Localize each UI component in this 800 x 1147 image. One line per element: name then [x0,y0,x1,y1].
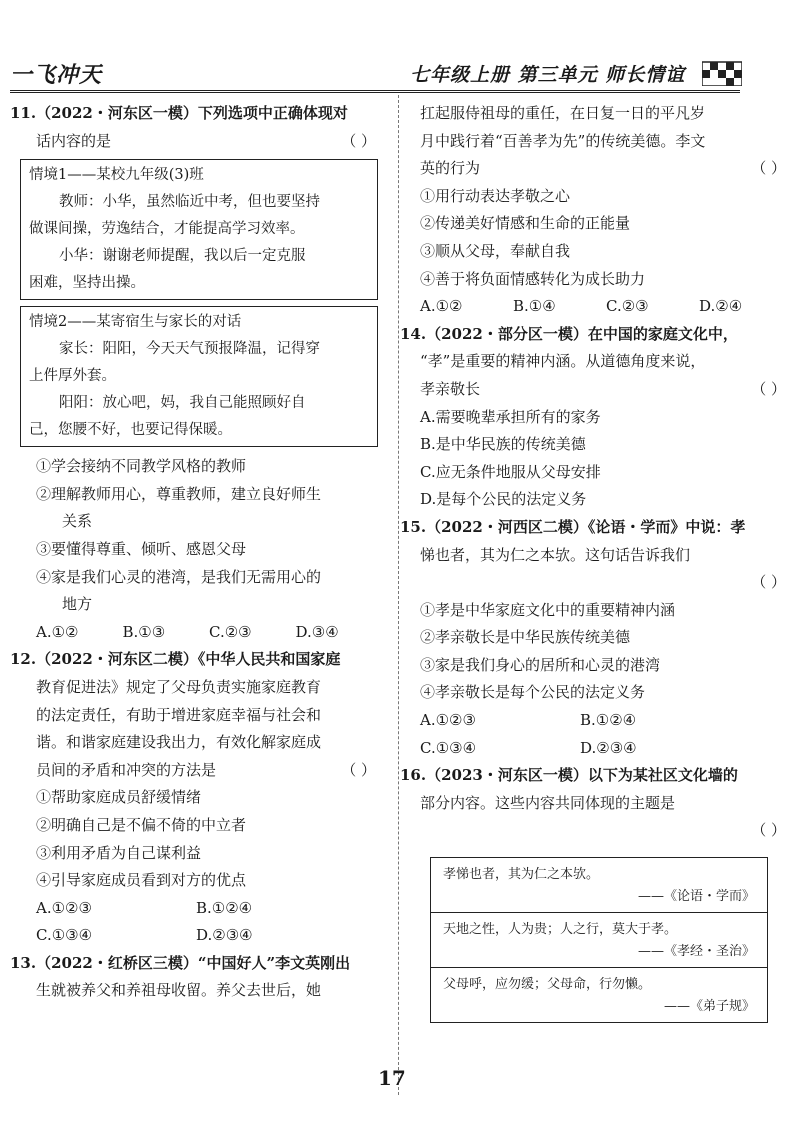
q14-option[interactable]: B.是中华民族的传统美德 [420,435,586,454]
scenario-line: 己，您腰不好，也要记得保暖。 [29,422,232,439]
option-c[interactable]: C.①③④ [36,926,93,945]
scenario-box-2 [20,306,378,447]
q14-stem-line [420,376,792,404]
q15-options-row-1 [420,707,792,735]
q12-stem-line: 12.（2022・河东区二模）《中华人民共和国家庭 [10,650,341,669]
quote-source: ——《论语・学而》 [637,889,755,905]
q16-stem-line: 部分内容。这些内容共同体现的主题是 [420,793,676,812]
question-11 [10,100,382,646]
q14-stem-line: “孝”是重要的精神内涵。从道德角度来说， [420,352,706,371]
q15-item: ④孝亲敬长是每个公民的法定义务 [420,683,646,702]
option-c[interactable]: C.②③ [606,297,649,316]
question-15 [400,514,792,762]
scenario-line: 家长：阳阳，今天天气预报降温，记得穿 [59,341,320,358]
scenario-box-1 [20,159,378,300]
answer-paren: （ ） [751,821,786,840]
q12-item: ④引导家庭成员看到对方的优点 [36,871,247,890]
option-b[interactable]: B.①④ [513,297,556,316]
question-14 [400,321,792,514]
q14-option[interactable]: A.需要晚辈承担所有的家务 [420,407,601,426]
header-title: 七年级上册 第三单元 师长情谊 [410,64,686,86]
q13-item: ④善于将负面情感转化为成长助力 [420,269,646,288]
q14-option[interactable]: D.是每个公民的法定义务 [420,490,587,509]
header-logo: 一飞冲天 [10,62,103,88]
header-rule [10,90,740,93]
q12-stem-line: 的法定责任，有助于增进家庭幸福与社会和 [36,705,322,724]
q13-item: ②传递美好情感和生命的正能量 [420,214,631,233]
option-a[interactable]: A.①② [420,297,463,316]
q11-item: ③要懂得尊重、倾听、感恩父母 [36,539,247,558]
q11-options [10,619,382,647]
option-a[interactable]: A.①② [36,622,79,641]
scenario-line: 做课间操，劳逸结合，才能提高学习效率。 [29,221,305,238]
checker-decoration-icon [702,56,742,86]
quote-text: 孝悌也者，其为仁之本欤。 [443,867,600,883]
q14-option[interactable]: C.应无条件地服从父母安排 [420,462,601,481]
answer-paren: （ ） [751,379,786,398]
q13-item: ③顺从父母，奉献自我 [420,241,571,260]
left-column [10,100,382,1005]
column-divider [398,95,399,1095]
quote-row [431,858,767,913]
option-d[interactable]: D.③④ [295,622,339,641]
q11-item: 地方 [62,595,93,614]
option-d[interactable]: D.②④ [699,297,743,316]
q12-options-row-2 [10,922,382,950]
option-d[interactable]: D.②③④ [196,926,253,945]
culture-wall-box [430,857,768,1023]
scenario-line: 上件厚外套。 [29,368,116,385]
q11-item: 关系 [62,512,93,531]
option-b[interactable]: B.①②④ [196,898,253,917]
question-16 [400,762,792,1023]
quote-row [431,968,767,1022]
scenario-title: 情境1——某校九年级(3)班 [29,167,204,184]
quote-row [431,913,767,968]
q12-item: ②明确自己是不偏不倚的中立者 [36,815,247,834]
q12-item: ①帮助家庭成员舒缓情绪 [36,788,202,807]
q13-stem-text: 英的行为 [420,159,481,178]
answer-paren: （ ） [751,573,786,592]
q11-item: ①学会接纳不同教学风格的教师 [36,457,247,476]
scenario-line: 阳阳：放心吧，妈，我自己能照顾好自 [59,395,306,412]
answer-paren: （ ） [341,760,376,779]
q13-item: ①用行动表达孝敬之心 [420,186,571,205]
option-b[interactable]: B.①②④ [580,711,637,730]
quote-text: 父母呼，应勿缓；父母命，行勿懒。 [443,977,652,993]
quote-source: ——《弟子规》 [663,999,755,1015]
option-a[interactable]: A.①②③ [420,711,476,730]
q12-options-row-1 [10,895,382,923]
question-13-cont [420,100,792,321]
q12-stem-line [10,757,382,785]
q13-stem-line: 扛起服侍祖母的重任，在日复一日的平凡岁 [420,104,706,122]
q13-stem-line: 月中践行着“百善孝为先”的传统美德。李文 [420,131,706,150]
quote-text: 天地之性，人为贵；人之行，莫大于孝。 [443,922,678,938]
q11-stem-line [10,128,382,156]
scenario-title: 情境2——某寄宿生与家长的对话 [29,314,242,331]
q13-stem-line: 13.（2022・红桥区三模）“中国好人”李文英刚出 [10,953,351,972]
q15-stem-line: 悌也者，其为仁之本欤。这句话告诉我们 [420,545,691,564]
q12-stem-text: 员间的矛盾和冲突的方法是 [36,760,217,779]
q12-item: ③利用矛盾为自己谋利益 [36,843,202,862]
q12-stem-line: 教育促进法》规定了父母负责实施家庭教育 [36,677,322,696]
scenario-line: 教师：小华，虽然临近中考，但也要坚持 [59,194,320,211]
answer-paren: （ ） [341,131,376,150]
q15-stem-line: 15.（2022・河西区二模）《论语・学而》中说：孝 [400,517,746,536]
q16-stem-line: 16.（2023・河东区一模）以下为某社区文化墙的 [400,766,738,785]
q12-stem-line: 谐。和谐家庭建设我出力，有效化解家庭成 [36,733,322,752]
question-12 [10,646,382,950]
option-d[interactable]: D.②③④ [580,738,637,757]
q11-stem-text: 话内容的是 [36,131,112,150]
right-column [400,100,792,1023]
q15-paren-line [420,569,792,597]
question-13-start [10,950,382,1005]
page-number: 17 [378,1066,406,1090]
option-a[interactable]: A.①②③ [36,898,92,917]
q11-item: ②理解教师用心，尊重教师，建立良好师生 [36,484,322,503]
q13-stem-line [420,155,792,183]
option-c[interactable]: C.②③ [209,622,252,641]
q15-item: ②孝亲敬长是中华民族传统美德 [420,628,631,647]
option-b[interactable]: B.①③ [122,622,166,641]
q13-options [420,293,792,321]
q13-stem-line: 生就被养父和养祖母收留。养父去世后，她 [36,981,322,1000]
q11-item: ④家是我们心灵的港湾，是我们无需用心的 [36,567,322,586]
q15-options-row-2 [420,735,792,763]
q14-stem-text: 孝亲敬长 [420,379,481,398]
q15-item: ①孝是中华家庭文化中的重要精神内涵 [420,600,676,619]
quote-source: ——《孝经・圣治》 [637,944,755,960]
q14-stem-line: 14.（2022・部分区一模）在中国的家庭文化中， [400,324,738,343]
scenario-line: 小华：谢谢老师提醒，我以后一定克服 [59,248,306,265]
q15-item: ③家是我们身心的居所和心灵的港湾 [420,655,661,674]
option-c[interactable]: C.①③④ [420,738,477,757]
answer-paren: （ ） [751,159,786,178]
q11-stem-line: 11.（2022・河东区一模）下列选项中正确体现对 [10,104,348,122]
q16-paren-line [420,817,792,845]
scenario-line: 困难，坚持出操。 [29,275,145,292]
